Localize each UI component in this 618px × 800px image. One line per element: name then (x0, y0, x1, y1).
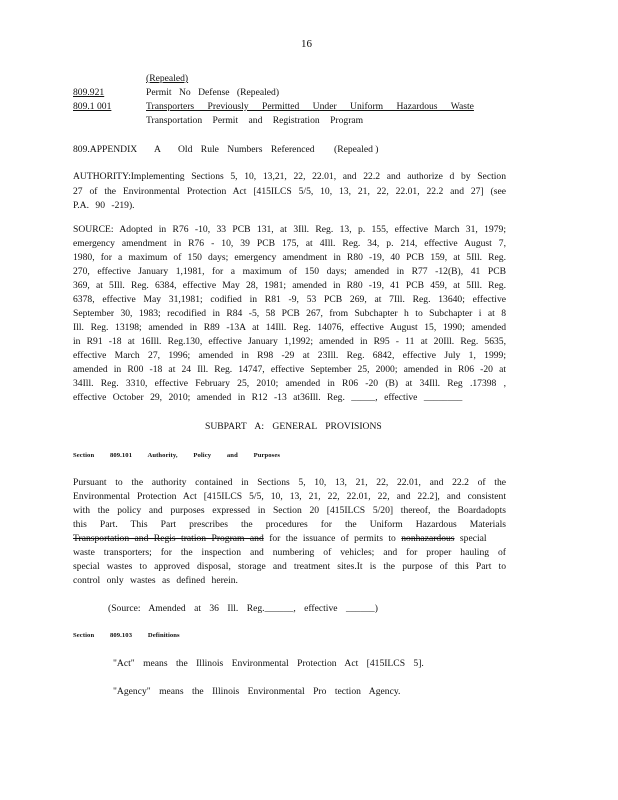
toc-title-1001-line1: Transporters Previously Permitted Under Uniform Hazardous Waste (146, 101, 474, 112)
after-struck-word: special (459, 533, 487, 544)
source-last-mid: , effective (375, 392, 418, 403)
body-line: Pursuant to the authority contained in Sections 5, 10, 13, 21, 22, 22.01, and 22.2 of the (73, 477, 506, 488)
source-line: 369, at 5Ill. Reg. 6384, effective May 28, 1981; amended in R80 -19, 41 PCB 459, at 5Ill. Reg. (73, 280, 506, 291)
definition-agency: "Agency" means the Illinois Environmental Pro tection Agency. (113, 686, 401, 697)
body-line: with the policy and purposes expressed in Section 20 [415ILCS 5/20] thereof, the Boardadopts (73, 505, 506, 516)
source-line: Ill. Reg. 13198; amended in R89 -13A at 14Ill. Reg. 14076, effective August 15, 1990; amended (73, 322, 506, 333)
struck-word: nonhazardous (401, 533, 455, 544)
authority-note: AUTHORITY:Implementing Sections 5, 10, 13,21, 22, 22.01, and 22.2 and authorize d by Section 27 of the Environmental Protection Act [415ILCS 5/5, 10, 13, 21, 22, 22.01, 22.2 and 27] (see P.A. 90 -219). (73, 171, 506, 211)
section-101-heading: Section 809.101 Authority, Policy and Purposes (73, 452, 281, 459)
body-line: control only wastes as defined herein. (73, 575, 238, 586)
source-note-prefix: (Source: Amended at 36 Ill. Reg. (108, 603, 265, 614)
page-number: 16 (301, 38, 312, 50)
toc-appendix-status: (Repealed ) (334, 144, 379, 155)
source-line: emergency amendment in R76 - 10, 39 PCB 175, at 4Ill. Reg. 34, p. 214, effective August 7, (73, 238, 506, 249)
source-line: September 30, 1983; recodified in R84 -5, 58 PCB 267, from Subchapter h to Subchapter i at 8 (73, 308, 506, 319)
source-last-line (73, 391, 506, 406)
source-line: amended in R00 -18 at 24 Ill. Reg. 14747, effective September 25, 2000; amended in R06 -20 at (73, 364, 506, 375)
source-note-mid: , effective (293, 603, 338, 614)
body-line: waste transporters; for the inspection and numbering of vehicles; and for proper hauling of (73, 547, 506, 558)
toc-appendix-section: 809.APPENDIX (73, 144, 138, 155)
toc-title-1001-line2: Transportation Permit and Registration Program (146, 115, 364, 126)
source-last-prefix: effective October 29, 2010; amended in R12 -13 at36Ill. Reg. (73, 392, 345, 403)
source-line: effective March 27, 1996; amended in R98 -29 at 23Ill. Reg. 6842, effective July 1, 1999; (73, 350, 506, 361)
source-note-blank: ______ (264, 603, 294, 614)
toc-appendix-letter: A (154, 144, 161, 155)
source-note-suffix: ______) (345, 603, 378, 614)
source-line: 270, effective January 1,1981, for a maximum of 150 days; amended in R77 -12(B), 41 PCB (73, 266, 506, 277)
toc-section-1001: 809.1 001 (73, 101, 112, 112)
body-line-struck (73, 532, 506, 547)
toc-appendix-title: Old Rule Numbers Referenced (178, 144, 315, 155)
struck-text: Transportation and Regis tration Program and (73, 533, 264, 544)
body-line: special wastes to approved disposal, storage and treatment sites.It is the purpose of this Part to (73, 561, 506, 572)
section-101-source-note (108, 602, 378, 617)
source-line: 34Ill. Reg. 3310, effective February 25, 2010; amended in R06 -20 (B) at 34Ill. Reg .17398 , (73, 378, 506, 389)
after-struck: for the issuance of permits to (269, 533, 396, 544)
body-line: Environmental Protection Act [415ILCS 5/5, 10, 13, 21, 22, 22.01, 22, and 22.2], and consistent (73, 491, 506, 502)
body-line: this Part. This Part prescribes the procedures for the Uniform Hazardous Materials (73, 519, 506, 530)
source-blank-register: _____ (351, 392, 376, 403)
toc-section-921: 809.921 (73, 87, 105, 98)
subpart-heading: SUBPART A: GENERAL PROVISIONS (205, 421, 382, 432)
source-line: 6378, effective May 31,1981; codified in R81 -9, 53 PCB 269, at 7Ill. Reg. 13640; effective (73, 294, 506, 305)
source-line: 1980, for a maximum of 150 days; emergency amendment in R80 -19, 40 PCB 159, at 5Ill. Reg. (73, 252, 506, 263)
section-103-heading: Section 809.103 Definitions (73, 632, 180, 639)
source-line: in R91 -18 at 16Ill. Reg.130, effective January 1,1992; amended in R95 - 11 at 20Ill. Reg. 5635, (73, 336, 506, 347)
toc-repealed-label: (Repealed) (146, 73, 189, 84)
definition-act: "Act" means the Illinois Environmental Protection Act [415ILCS 5]. (113, 658, 424, 669)
source-blank-effective: ________ (423, 392, 463, 403)
source-line: SOURCE: Adopted in R76 -10, 33 PCB 131, at 3Ill. Reg. 13, p. 155, effective March 31, 1979; (73, 224, 506, 235)
toc-title-921: Permit No Defense (Repealed) (146, 87, 280, 98)
